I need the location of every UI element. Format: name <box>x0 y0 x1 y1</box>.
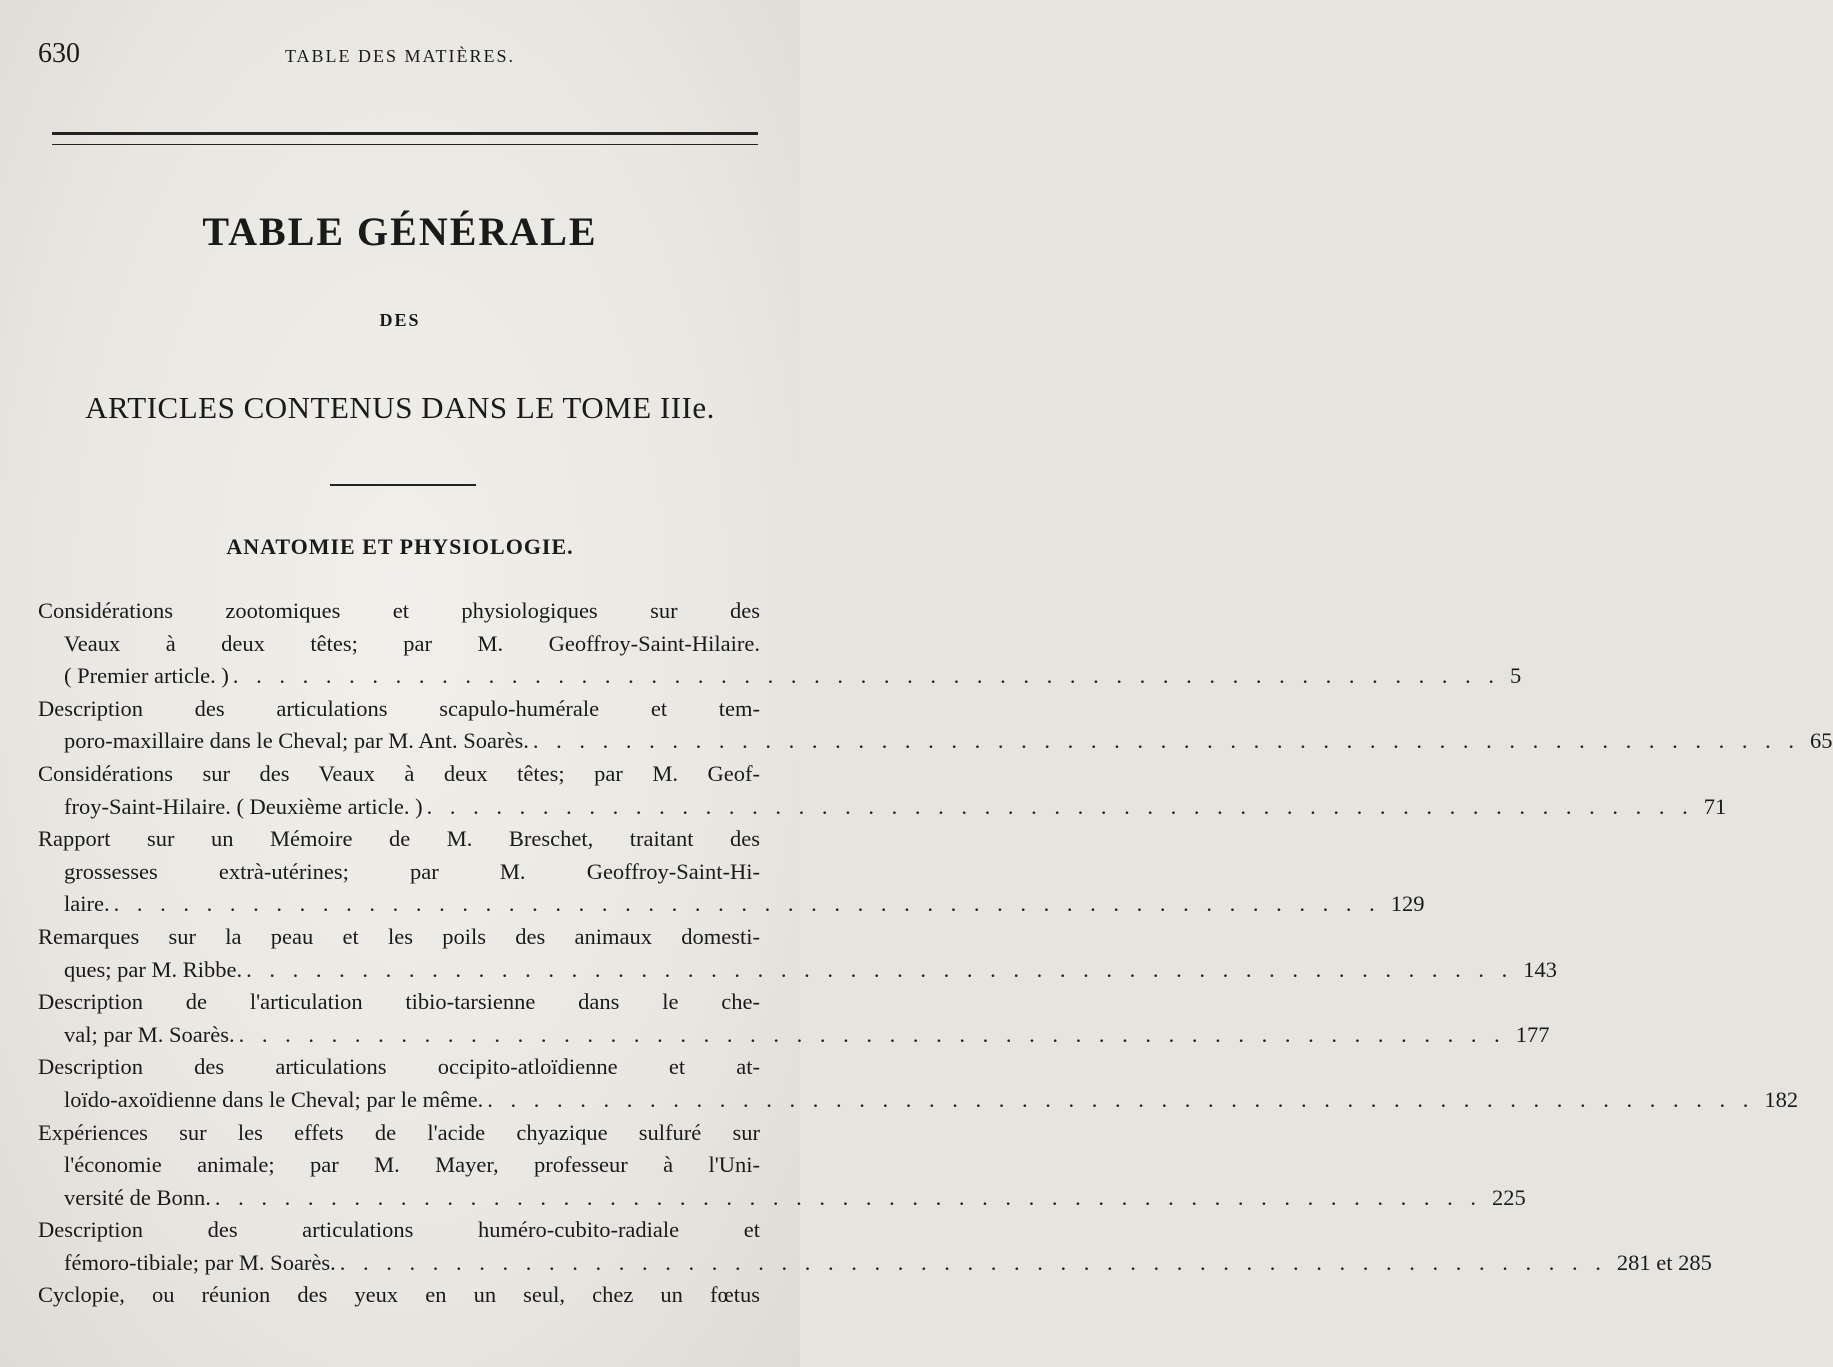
toc-entry-final-line <box>38 1247 1712 1280</box>
double-rule-divider <box>52 132 758 145</box>
toc-entry-text: grossesses extrà-utérines; par M. Geoffroy-Saint-Hi- <box>64 858 760 884</box>
toc-entry-text: Rapport sur un Mémoire de M. Breschet, traitant des <box>38 826 760 852</box>
running-title: TABLE DES MATIÈRES. <box>284 46 516 66</box>
toc-entry <box>38 1279 760 1312</box>
toc-entry-text: ( Premier article. ) <box>64 663 229 689</box>
dot-leader: . . . . . . . . . . . . . . . . . . . . . . . . . . . . . . . . . . . . . . . . . . . . . . . . . . . . . . . <box>214 1184 1482 1210</box>
toc-page-number: 129 <box>1390 891 1425 917</box>
toc-entry-final-line <box>38 954 1557 987</box>
toc-page-number: 281 et 285 <box>1616 1249 1712 1275</box>
toc-page-number: 143 <box>1523 956 1557 982</box>
dot-leader: . . . . . . . . . . . . . . . . . . . . . . . . . . . . . . . . . . . . . . . . . . . . . . . . . . . . . . . <box>339 1249 1607 1275</box>
toc-page-number: 182 <box>1764 1086 1799 1112</box>
toc-entry <box>38 1051 1799 1116</box>
toc-entry <box>38 758 1727 823</box>
toc-entry-text: poro-maxillaire dans le Cheval; par M. Ant. Soarès. <box>64 728 529 754</box>
toc-entry-final-line <box>38 725 1833 758</box>
toc-page-number: 225 <box>1491 1184 1526 1210</box>
toc-entry-text: Description des articulations scapulo-humérale et tem- <box>38 695 760 721</box>
toc-entry-final-line <box>38 888 1425 921</box>
toc-entry <box>38 1214 1712 1279</box>
title-connector: DES <box>379 310 421 330</box>
dot-leader: . . . . . . . . . . . . . . . . . . . . . . . . . . . . . . . . . . . . . . . . . . . . . . . . . . . . . . . <box>426 793 1694 819</box>
toc-entry-final-line <box>38 660 1522 693</box>
toc-entry-text: Considérations zootomiques et physiologiques sur des <box>38 598 760 623</box>
toc-entry-final-line <box>38 1182 1526 1215</box>
toc-entry-text: versité de Bonn. <box>64 1184 211 1210</box>
dot-leader: . . . . . . . . . . . . . . . . . . . . . . . . . . . . . . . . . . . . . . . . . . . . . . . . . . . . . . . <box>113 891 1381 917</box>
toc-page-number: 65 <box>1810 728 1833 754</box>
toc-entry-final-line <box>38 1084 1799 1117</box>
toc-entry-text: ques; par M. Ribbe. <box>64 956 243 982</box>
toc-entry <box>38 986 1550 1051</box>
toc-entry-text: Description des articulations occipito-atloïdienne et at- <box>38 1054 760 1080</box>
toc-entry <box>38 823 1425 921</box>
toc-entry-text: Veaux à deux têtes; par M. Geoffroy-Saint-Hilaire. <box>64 630 760 656</box>
articles-title: ARTICLES CONTENUS DANS LE TOME IIIe. <box>85 390 715 425</box>
toc-entry-text: loïdo-axoïdienne dans le Cheval; par le même. <box>64 1086 484 1112</box>
dot-leader: . . . . . . . . . . . . . . . . . . . . . . . . . . . . . . . . . . . . . . . . . . . . . . . . . . . . . . . <box>532 728 1801 754</box>
toc-page-number: 71 <box>1703 793 1727 819</box>
toc-entry-text: froy-Saint-Hilaire. ( Deuxième article. ) <box>64 793 423 819</box>
dot-leader: . . . . . . . . . . . . . . . . . . . . . . . . . . . . . . . . . . . . . . . . . . . . . . . . . . . . . . . <box>232 663 1501 689</box>
toc-entry <box>38 693 1833 758</box>
dot-leader: . . . . . . . . . . . . . . . . . . . . . . . . . . . . . . . . . . . . . . . . . . . . . . . . . . . . . . . <box>487 1086 1755 1112</box>
toc-entry-text: Description de l'articulation tibio-tarsienne dans le che- <box>38 989 760 1015</box>
toc-entry <box>38 595 1522 693</box>
toc-entry-final-line <box>38 1019 1550 1052</box>
toc-entry-final-line <box>38 791 1727 824</box>
toc-entry <box>38 1117 1526 1215</box>
short-rule-divider <box>330 484 476 486</box>
toc-entry <box>38 921 1557 986</box>
toc-page-number: 5 <box>1510 663 1522 689</box>
toc-entry-text: val; par M. Soarès. <box>64 1021 235 1047</box>
dot-leader: . . . . . . . . . . . . . . . . . . . . . . . . . . . . . . . . . . . . . . . . . . . . . . . . . . . . . . . <box>246 956 1514 982</box>
toc-entry-text: fémoro-tibiale; par M. Soarès. <box>64 1249 336 1275</box>
toc-entry-list <box>38 595 1833 1312</box>
running-header <box>0 38 800 78</box>
toc-entry-text: l'économie animale; par M. Mayer, professeur à l'Uni- <box>64 1152 760 1178</box>
main-title: TABLE GÉNÉRALE <box>202 209 598 254</box>
toc-page-number: 177 <box>1515 1021 1550 1047</box>
toc-entry-text: Description des articulations huméro-cubito-radiale et <box>38 1217 760 1243</box>
toc-entry-text: laire. <box>64 891 110 917</box>
toc-entry-text: Cyclopie, ou réunion des yeux en un seul, chez un fœtus <box>38 1282 760 1308</box>
toc-entry-text: Remarques sur la peau et les poils des animaux domesti- <box>38 923 760 949</box>
dot-leader: . . . . . . . . . . . . . . . . . . . . . . . . . . . . . . . . . . . . . . . . . . . . . . . . . . . . . . . <box>238 1021 1506 1047</box>
section-heading: ANATOMIE ET PHYSIOLOGIE. <box>226 534 574 559</box>
toc-entry-text: Expériences sur les effets de l'acide chyazique sulfuré sur <box>38 1119 760 1145</box>
page-number: 630 <box>38 38 80 69</box>
toc-entry-text: Considérations sur des Veaux à deux têtes; par M. Geof- <box>38 760 760 786</box>
